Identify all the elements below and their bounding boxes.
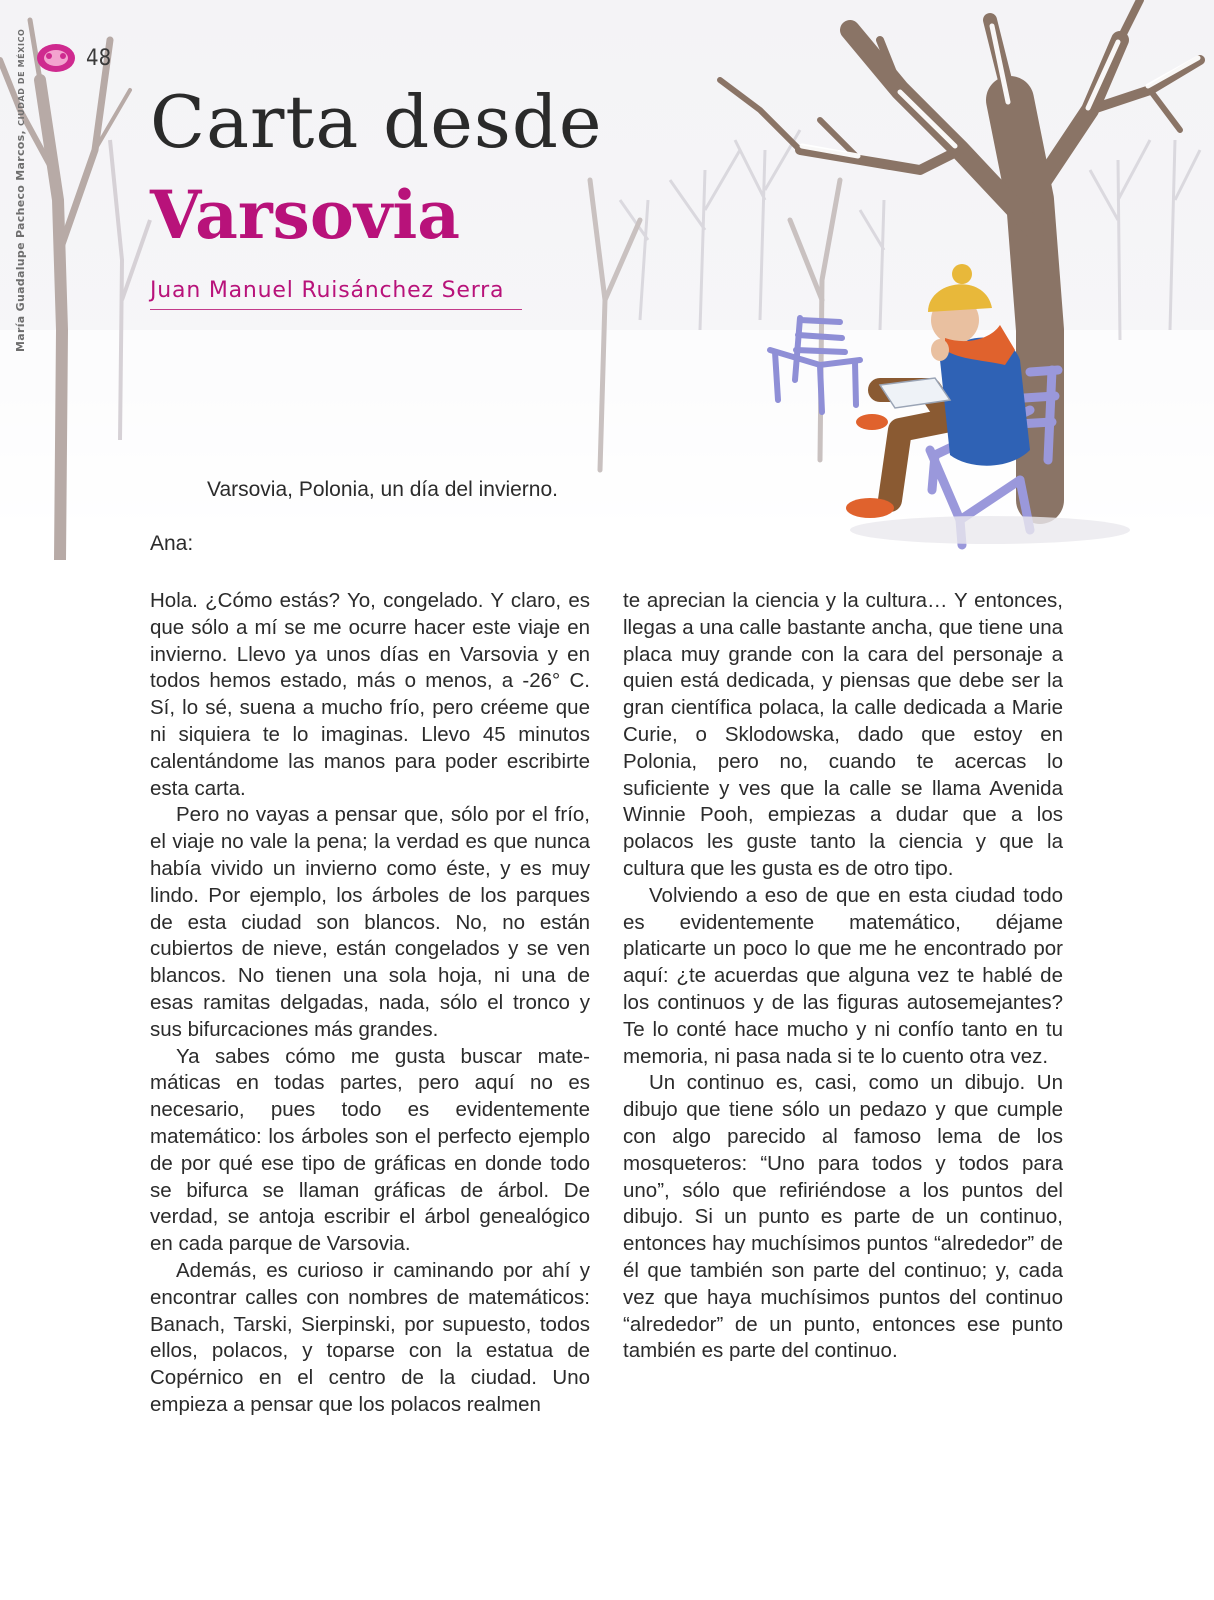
paragraph: Volviendo a eso de que en esta ciudad todo es evidentemente matemático, déjame platicarte un poco lo que me he encontrado por aquí: ¿te acuerdas que alguna vez te hablé de los continuos y de las figuras autosemejantes? Te lo conté hace mucho y ni confío tanto en tu memoria, ni pasa nada si te lo cuento otra vez. [623,883,1063,1068]
article-title-line1: Carta desde [150,80,603,164]
letter-place-date: Varsovia, Polonia, un día del invierno. [207,478,558,501]
text-column-right [623,588,1063,1365]
credit-artist: María Guadalupe Pacheco Marcos, [14,130,27,352]
article-author: Juan Manuel Ruisánchez Serra [150,278,522,310]
article-title-line2: Varsovia [150,176,461,254]
letter-greeting: Ana: [150,532,194,555]
paragraph: Un continuo es, casi, como un dibujo. Un dibujo que tiene sólo un pedazo y que cumple con algo parecido al famoso lema de los mosqueteros: “Uno para todos y todos para uno”, sólo que refiriéndose a los puntos del dibujo. Si un punto es parte de un continuo, entonces hay muchísimos puntos “alrededor” de él que también son parte del continuo; y, cada vez que haya muchísimos puntos del continuo “alrededor” de un punto, entonces ese punto también es parte del continuo. [623,1071,1063,1363]
paragraph: Además, es curioso ir caminando por ahí y encontrar calles con nombres de matemáticos: Banach, Tarski, Sierpinski, por supuesto, todos ellos, polacos, y toparse con la estatua de Copérnico en el centro de la ciudad. Uno empieza a pensar que los polacos realmen [150,1258,590,1416]
paragraph: Ya sabes cómo me gusta buscar matemáticas en todas partes, pero aquí no es necesario, pues todo es evidentemente matemático: los árboles son el perfecto ejemplo de por qué ese tipo de gráficas en donde todo se bifurca se llaman gráficas de árbol. De verdad, se antoja escribir el árbol genealógico en cada parque de Varsovia. [150,1044,590,1256]
paragraph: Pero no vayas a pensar que, sólo por el frío, el viaje no vale la pena; la verdad es que nunca había vivido un invierno como éste, y es muy lindo. Por ejemplo, los árboles de los parques de esta ciudad son blancos. No, no están cubiertos de nieve, están congelados y se ven blancos. No tienen una sola hoja, ni una de esas ramitas delgadas, nada, sólo el tronco y sus bifurcaciones más grandes. [150,803,590,1041]
page-number: 48 [86,45,112,71]
illustration-credit [14,29,27,352]
magazine-logo-icon [36,40,76,76]
page-header [36,40,111,76]
paragraph: Hola. ¿Cómo estás? Yo, congelado. Y claro, es que sólo a mí se me ocurre hacer este viaje en invierno. Llevo ya unos días en Varsovia y en todos hemos estado, más o menos, a -26° C. Sí, lo sé, suena a mucho frío, pero créeme que ni siquiera te lo imaginas. Llevo 45 minutos calentándome las manos para poder escribirte esta carta. [150,589,590,800]
paragraph: te aprecian la ciencia y la cultura… Y entonces, llegas a una calle bastante ancha, que tiene una placa muy grande con la cara del personaje a quien está dedicada, y piensas que debe ser la gran científica polaca, la calle dedicada a Marie Curie, o Sklodowska, dado que estoy en Polonia, pero no, cuando te acercas lo suficiente y ves que la calle se llama Avenida Winnie Pooh, empiezas a dudar que a los polacos les guste tanto la ciencia y que la cultura que les gusta es de otro tipo. [623,589,1063,880]
text-column-left [150,588,590,1419]
credit-city: CIUDAD DE MÉXICO [17,28,26,126]
